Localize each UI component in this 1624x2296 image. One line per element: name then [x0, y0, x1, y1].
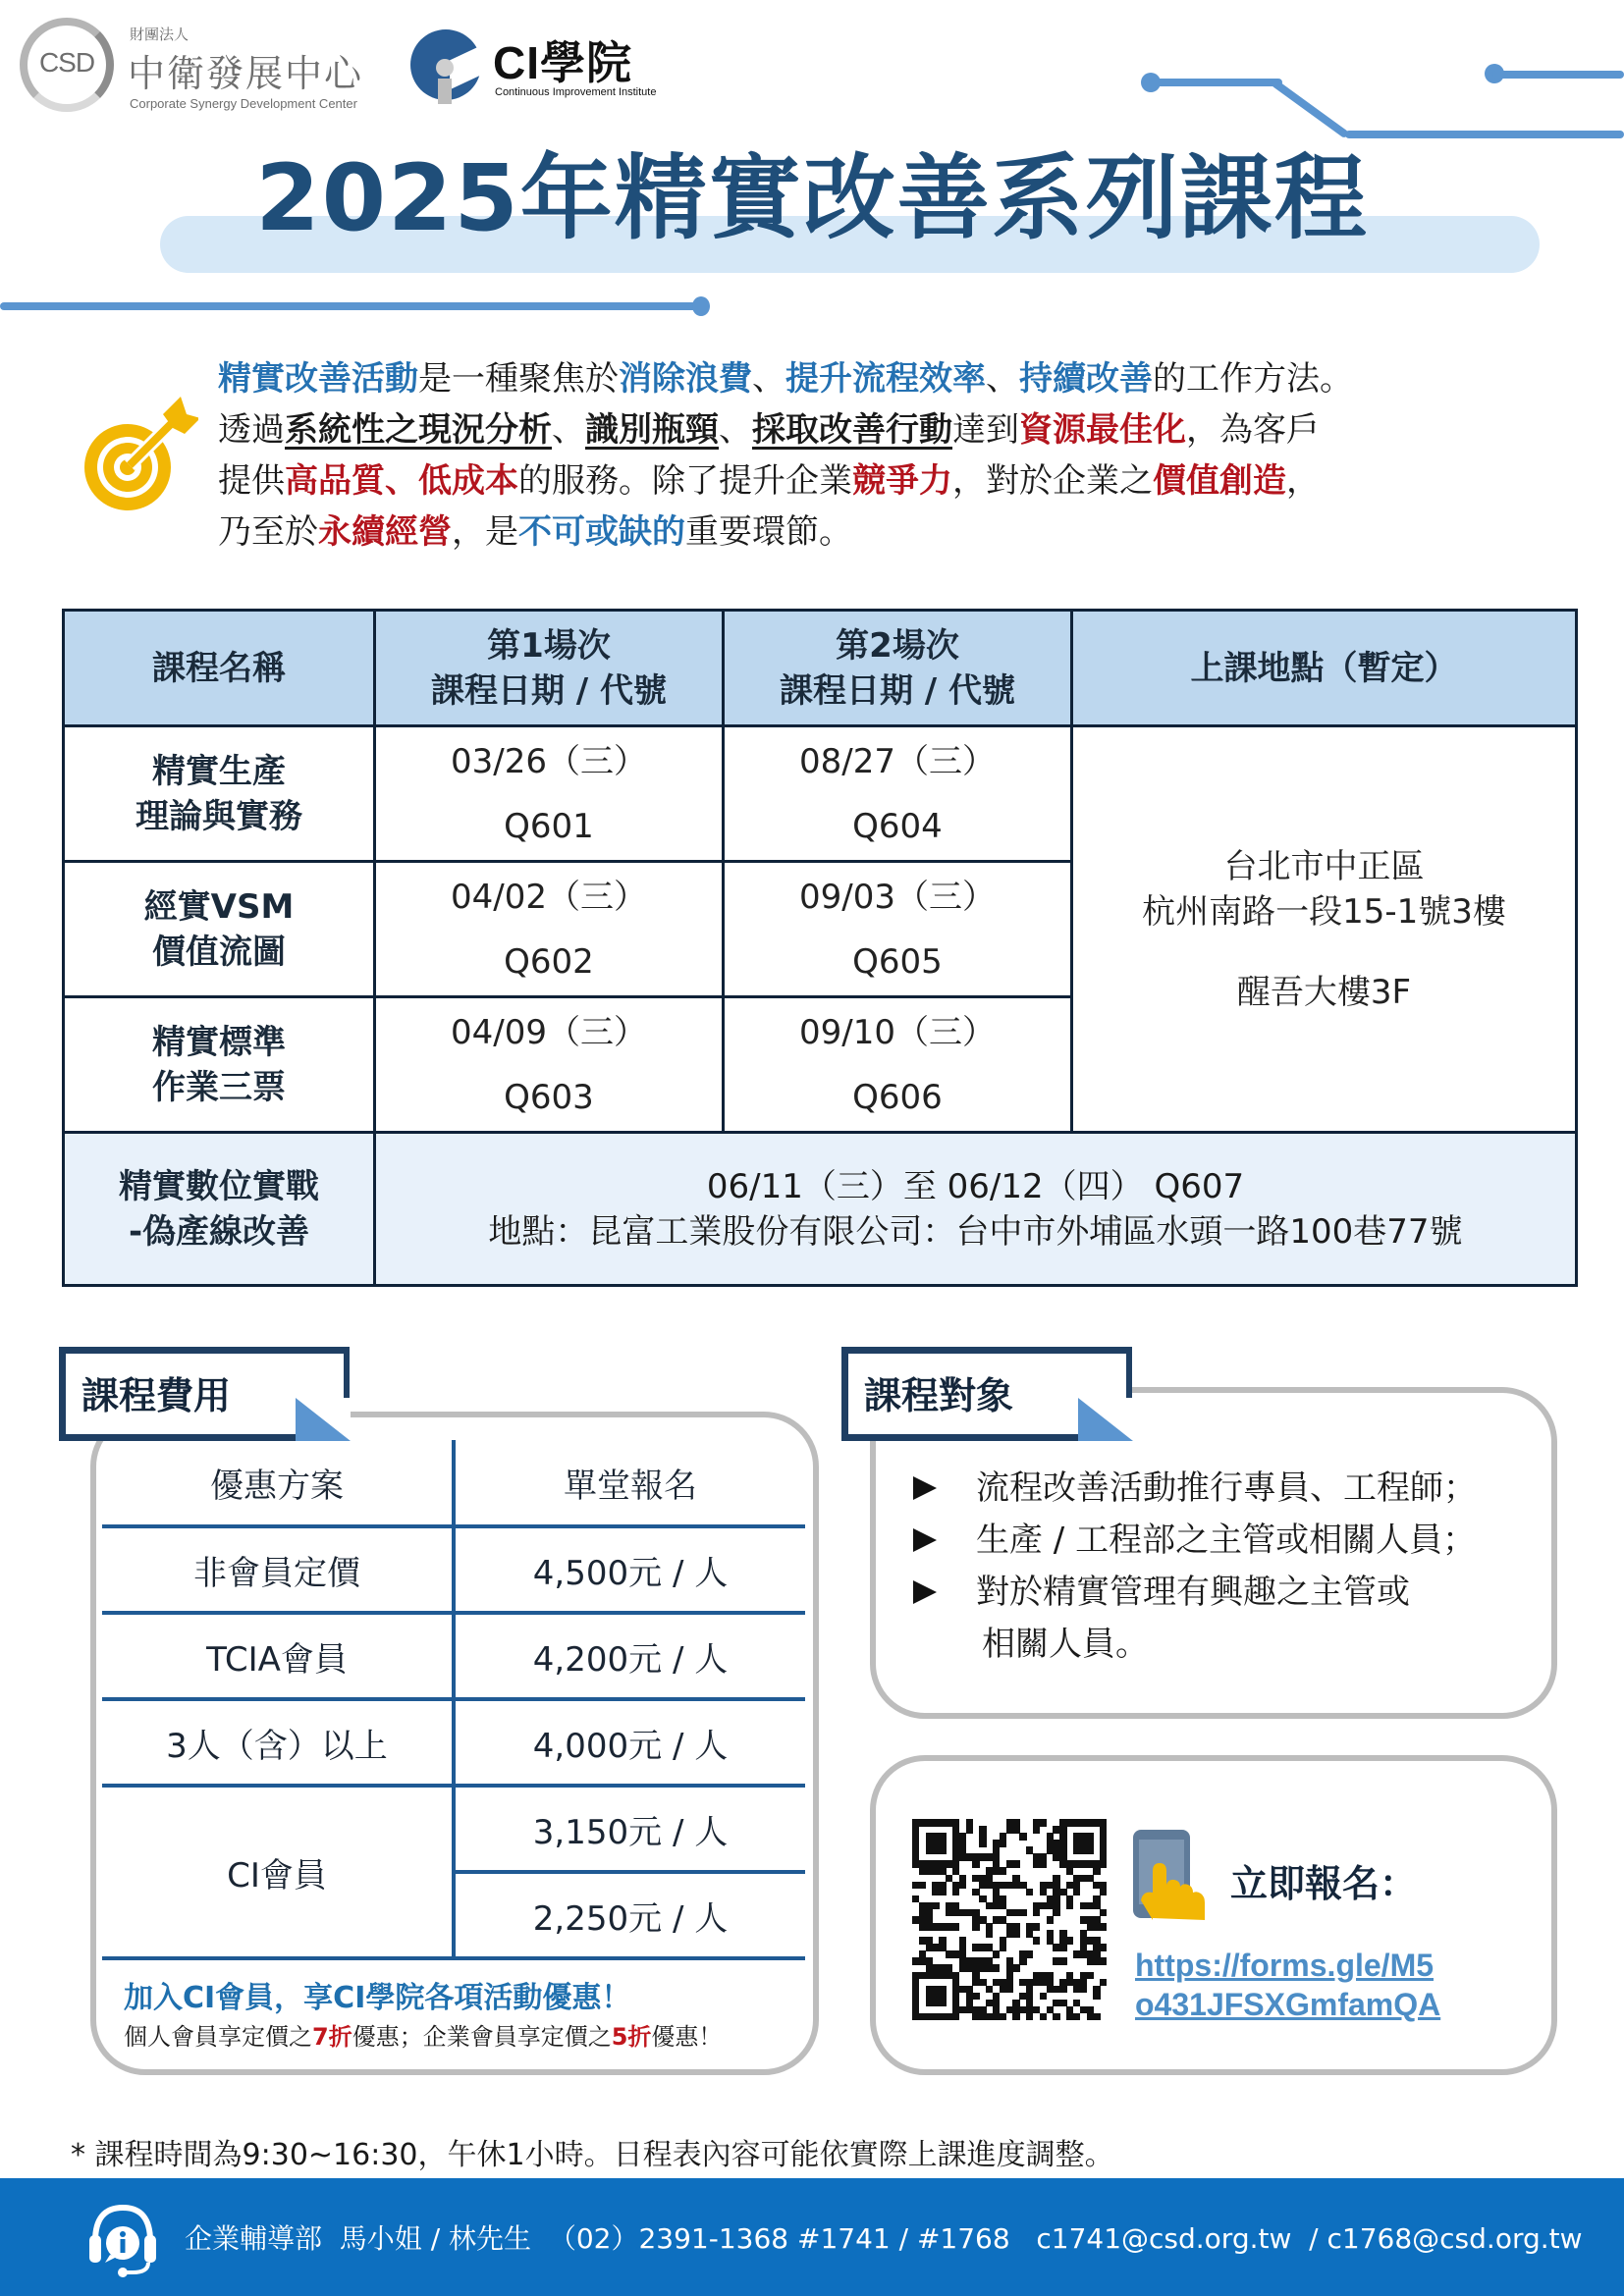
register-link-line[interactable]: https://forms.gle/M5	[1135, 1948, 1435, 1983]
course-name-line: 理論與實務	[135, 796, 302, 836]
special-location: 地點：昆富工業股份有限公司：台中市外埔區水頭一路100巷77號	[488, 1211, 1463, 1252]
session-2-cell	[724, 997, 1072, 1133]
course-date: 08/27（三）	[799, 741, 996, 781]
intro-line-1	[218, 353, 1573, 404]
register-link[interactable]	[1135, 1946, 1489, 2024]
arrow-bullet-icon	[913, 1580, 937, 1604]
intro-underline: 識別瓶頸	[585, 410, 719, 450]
intro-highlight: 不可或缺的	[518, 512, 685, 552]
intro-highlight: 資源最佳化	[1019, 410, 1186, 450]
course-code: Q603	[504, 1077, 594, 1117]
intro-highlight: 持續改善	[1019, 359, 1153, 399]
course-name-line: 精實生產	[152, 751, 286, 791]
list-item-continuation	[913, 1619, 1561, 1671]
location-cell	[1072, 726, 1577, 1133]
plan-name: 非會員定價	[102, 1526, 454, 1613]
intro-text: 重要環節。	[685, 512, 852, 552]
header-text: 第1場次	[487, 625, 611, 666]
promo-text: 個人會員享定價之	[124, 2023, 312, 2051]
intro-text: ，	[1286, 461, 1320, 501]
course-code: Q605	[852, 941, 943, 982]
intro-text: ，是	[452, 512, 518, 552]
schedule-header-row	[64, 611, 1577, 726]
qr-code-icon[interactable]	[912, 1819, 1107, 2020]
header-price: 單堂報名	[454, 1440, 805, 1526]
course-code: Q601	[504, 806, 594, 846]
arrow-bullet-icon	[913, 1528, 937, 1552]
fees-tab	[59, 1347, 350, 1441]
course-name	[64, 997, 375, 1133]
intro-highlight: 競爭力	[852, 461, 952, 501]
session-1-cell	[375, 862, 724, 997]
intro-highlight: 提升流程效率	[785, 359, 986, 399]
course-date: 04/02（三）	[451, 877, 647, 917]
schedule-table	[62, 609, 1578, 1287]
course-name-line: 精實數位實戰	[119, 1166, 319, 1206]
course-name-line: 精實標準	[152, 1022, 286, 1062]
intro-text: 的工作方法。	[1153, 359, 1353, 399]
ci-mark-icon	[410, 29, 481, 100]
course-date: 09/03（三）	[799, 877, 996, 917]
list-item-text: 流程改善活動推行專員、工程師；	[976, 1468, 1477, 1508]
list-item-text: 生產 / 工程部之主管或相關人員；	[976, 1521, 1477, 1560]
intro-text: 的服務。除了提升企業	[518, 461, 852, 501]
intro-highlight: 高品質、低成本	[285, 461, 518, 501]
table-row	[102, 1613, 805, 1699]
location-line: 台北市中正區	[1223, 846, 1425, 886]
page-title: 2025年精實改善系列課程	[255, 145, 1369, 252]
intro-underline: 採取改善行動	[752, 410, 952, 450]
footnote: * 課程時間為9:30~16:30，午休1小時。日程表內容可能依實際上課進度調整。	[71, 2138, 1114, 2172]
list-item	[913, 1515, 1561, 1567]
course-name	[64, 726, 375, 862]
intro-underline: 系統性之現況分析	[285, 410, 552, 450]
ci-english-name: Continuous Improvement Institute	[495, 86, 657, 98]
intro-text: 是一種聚焦於	[418, 359, 619, 399]
plan-name: 3人（含）以上	[102, 1699, 454, 1786]
intro-line-3	[218, 455, 1573, 507]
target-arrow-icon	[71, 393, 198, 520]
csd-english-name: Corporate Synergy Development Center	[130, 96, 357, 111]
ci-title: CI學院	[493, 37, 632, 88]
intro-text: 、	[986, 359, 1019, 399]
register-label: 立即報名：	[1230, 1862, 1418, 1905]
headset-info-icon	[83, 2200, 162, 2278]
course-name-line: 作業三票	[152, 1067, 286, 1107]
promo-text: 優惠！	[651, 2023, 723, 2051]
intro-text: 提供	[218, 461, 285, 501]
intro-text: 乃至於	[218, 512, 318, 552]
location-line: 杭州南路一段15-1號3樓	[1142, 891, 1506, 932]
csd-subtitle: 財團法人	[130, 26, 189, 43]
promo-title: 加入CI會員，享CI學院各項活動優惠！	[124, 1981, 631, 2015]
intro-highlight: 精實改善活動	[218, 359, 418, 399]
register-link-line[interactable]: o431JFSXGmfamQA	[1135, 1987, 1441, 2022]
csd-abbr: CSD	[38, 47, 95, 78]
plan-price: 4,200元 / 人	[454, 1613, 805, 1699]
session-2-cell	[724, 726, 1072, 862]
header-course: 課程名稱	[64, 611, 375, 726]
page-fold-icon	[1078, 1398, 1133, 1441]
promo-discount: 7折	[312, 2023, 352, 2051]
audience-tab	[841, 1347, 1132, 1441]
plan-price: 3,150元 / 人	[454, 1786, 805, 1872]
audience-tab-label: 課程對象	[864, 1374, 1014, 1417]
course-code: Q604	[852, 806, 943, 846]
plan-price: 4,000元 / 人	[454, 1699, 805, 1786]
contact-footer	[0, 2178, 1624, 2296]
contact-info: 企業輔導部 馬小姐 / 林先生 （02）2391-1368 #1741 / #1768 c1741@csd.org.tw / c1768@csd.org.tw	[185, 2222, 1583, 2255]
course-name-line: -偽產線改善	[128, 1211, 310, 1252]
csd-logo	[20, 18, 393, 112]
csd-name: 中衛發展中心	[128, 52, 364, 95]
plan-name: TCIA會員	[102, 1613, 454, 1699]
ci-logo	[410, 27, 666, 106]
fees-tab-label: 課程費用	[81, 1374, 232, 1417]
table-row	[102, 1786, 805, 1872]
plan-name: CI會員	[102, 1786, 454, 1958]
audience-list	[913, 1463, 1561, 1671]
course-code: Q606	[852, 1077, 943, 1117]
header-plan: 優惠方案	[102, 1440, 454, 1526]
header-text: 課程日期 / 代號	[430, 670, 668, 711]
list-item-text: 相關人員。	[982, 1625, 1149, 1664]
special-dates: 06/11（三）至 06/12（四） Q607	[706, 1166, 1245, 1206]
list-item	[913, 1463, 1561, 1515]
location-line: 醒吾大樓3F	[1236, 972, 1412, 1012]
promo-subtitle	[124, 2017, 722, 2052]
course-date: 09/10（三）	[799, 1012, 996, 1052]
intro-text: ，為客戶	[1186, 410, 1320, 450]
course-name-line: 價值流圖	[152, 932, 286, 972]
plan-price: 2,250元 / 人	[454, 1872, 805, 1958]
header-session-2	[724, 611, 1072, 726]
plan-price: 4,500元 / 人	[454, 1526, 805, 1613]
list-item-text: 對於精實管理有興趣之主管或	[976, 1573, 1410, 1612]
intro-text: 、	[719, 410, 752, 450]
list-item	[913, 1567, 1561, 1619]
course-date: 04/09（三）	[451, 1012, 647, 1052]
session-1-cell	[375, 997, 724, 1133]
intro-line-4	[218, 507, 1573, 558]
intro-text: 達到	[952, 410, 1019, 450]
table-row	[64, 726, 1577, 862]
page-fold-icon	[296, 1398, 351, 1441]
session-1-cell	[375, 726, 724, 862]
tap-phone-icon	[1131, 1828, 1210, 1922]
course-name-line: 經實VSM	[143, 886, 295, 927]
intro-text: 透過	[218, 410, 285, 450]
intro-line-2	[218, 404, 1573, 455]
table-row-special	[64, 1133, 1577, 1286]
course-name	[64, 862, 375, 997]
session-2-cell	[724, 862, 1072, 997]
header-text: 第2場次	[836, 625, 959, 666]
table-row	[102, 1526, 805, 1613]
course-name	[64, 1133, 375, 1286]
promo-discount: 5折	[611, 2023, 652, 2051]
course-date: 03/26（三）	[451, 741, 647, 781]
intro-text: ，對於企業之	[952, 461, 1153, 501]
intro-text: 、	[552, 410, 585, 450]
special-session-cell	[375, 1133, 1577, 1286]
header-location: 上課地點（暫定）	[1072, 611, 1577, 726]
promo-text: 優惠；企業會員享定價之	[352, 2023, 612, 2051]
fees-table	[102, 1440, 805, 1960]
intro-text: 、	[752, 359, 785, 399]
intro-paragraph	[218, 353, 1573, 558]
header-text: 課程日期 / 代號	[779, 670, 1016, 711]
intro-highlight: 永續經營	[318, 512, 452, 552]
table-row	[102, 1699, 805, 1786]
fees-header-row	[102, 1440, 805, 1526]
arrow-bullet-icon	[913, 1476, 937, 1500]
header-session-1	[375, 611, 724, 726]
intro-highlight: 消除浪費	[619, 359, 752, 399]
intro-highlight: 價值創造	[1153, 461, 1286, 501]
course-code: Q602	[504, 941, 594, 982]
